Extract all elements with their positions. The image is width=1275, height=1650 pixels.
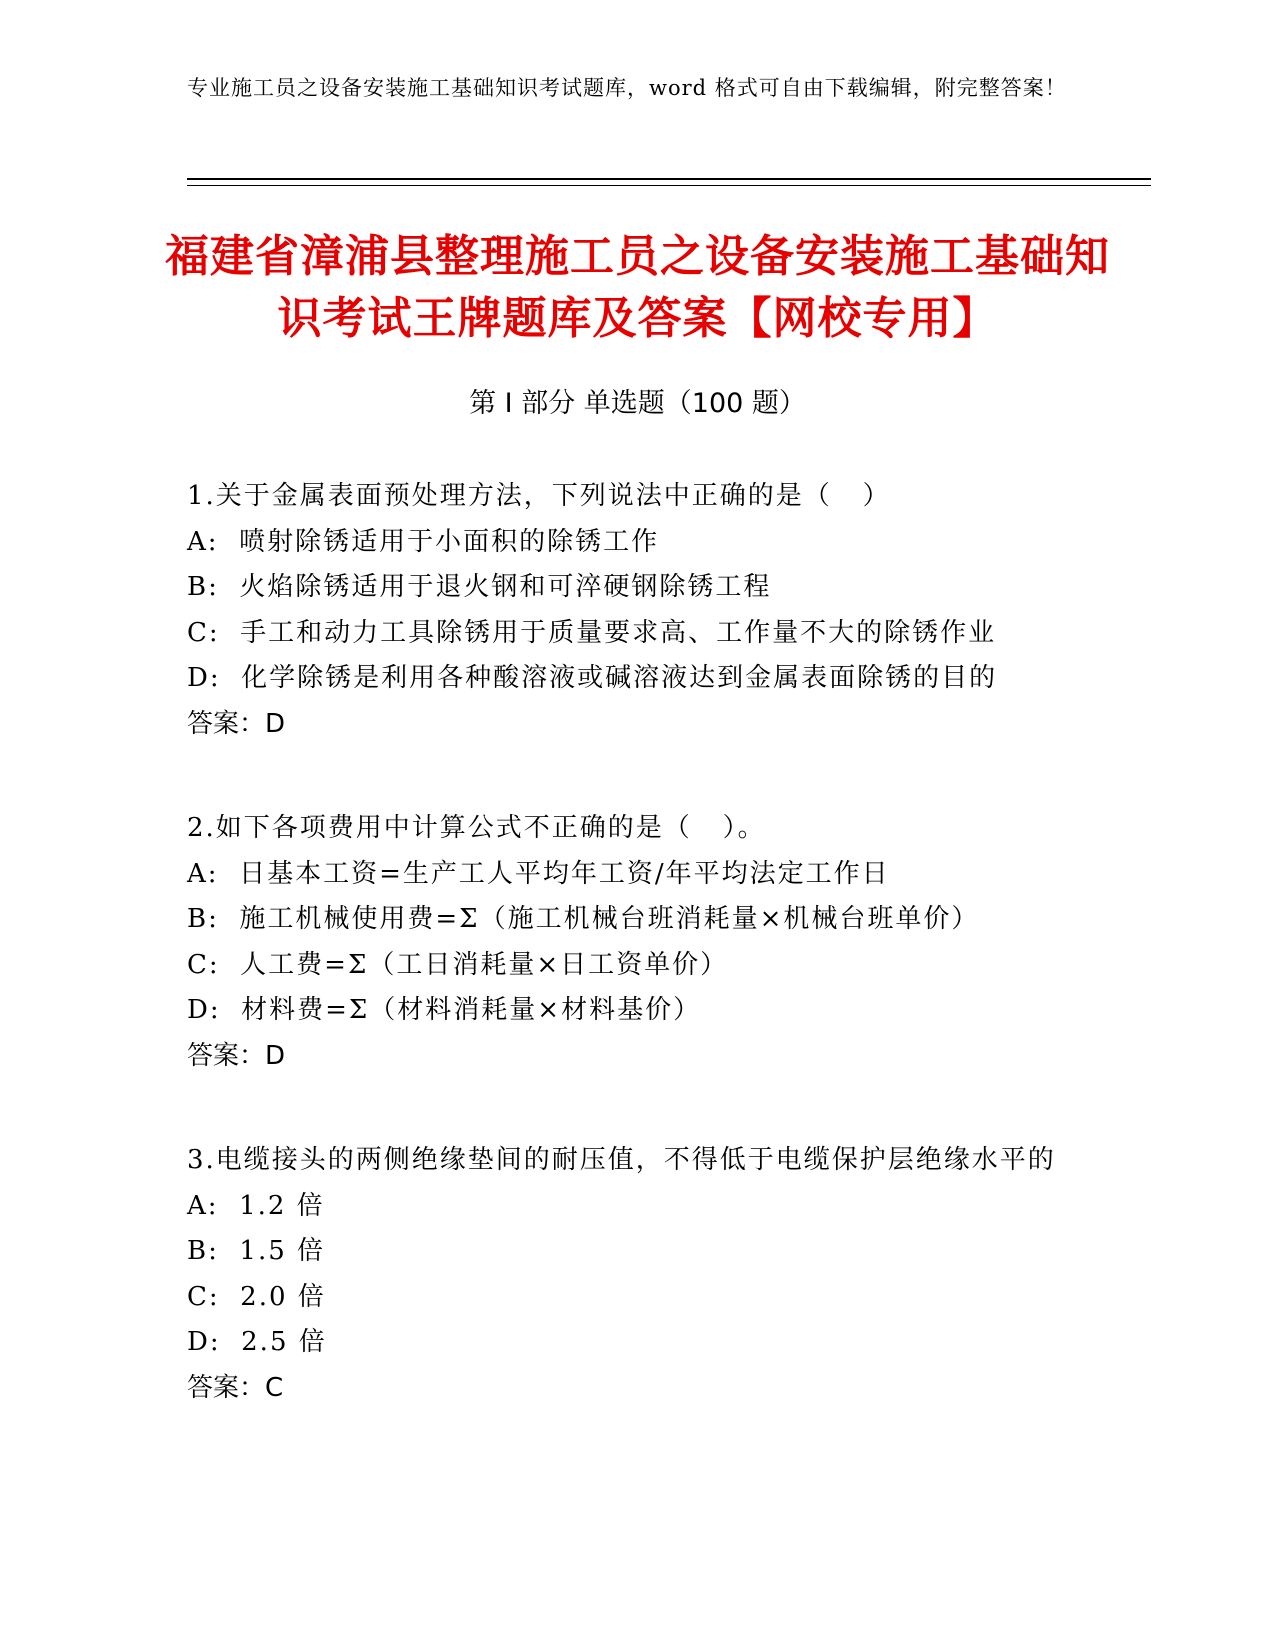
- question-1: [187, 474, 1087, 747]
- document-title: 福建省漳浦县整理施工员之设备安装施工基础知识考试王牌题库及答案【网校专用】: [165, 231, 1110, 344]
- option-a: A: 日基本工资=生产工人平均年工资/年平均法定工作日: [187, 858, 890, 889]
- question-list: [187, 474, 1087, 1470]
- option-c: C: 2.0 倍: [187, 1281, 326, 1312]
- option-a: A: 喷射除锈适用于小面积的除锈工作: [187, 526, 660, 557]
- question-stem: 1.关于金属表面预处理方法，下列说法中正确的是（ ）: [187, 481, 891, 511]
- header-note: 专业施工员之设备安装施工基础知识考试题库，word 格式可自由下载编辑，附完整答案！: [187, 76, 1067, 100]
- option-a: A: 1.2 倍: [187, 1190, 325, 1221]
- option-b: B: 1.5 倍: [187, 1236, 326, 1266]
- option-d: D: 材料费=Σ（材料消耗量×材料基价）: [187, 995, 702, 1025]
- option-d: D: 2.5 倍: [187, 1327, 327, 1357]
- question-stem: 2.如下各项费用中计算公式不正确的是（ ）。: [187, 813, 766, 843]
- section-heading: 第 I 部分 单选题（100 题）: [469, 388, 806, 419]
- answer-line: 答案：D: [187, 1040, 286, 1071]
- answer-line: 答案：D: [187, 708, 286, 739]
- option-b: B: 火焰除锈适用于退火钢和可淬硬钢除锈工程: [187, 572, 772, 602]
- question-2: [187, 806, 1087, 1079]
- question-3: [187, 1138, 1087, 1411]
- option-c: C: 人工费=Σ（工日消耗量×日工资单价）: [187, 949, 729, 980]
- option-d: D: 化学除锈是利用各种酸溶液或碱溶液达到金属表面除锈的目的: [187, 663, 998, 693]
- option-b: B: 施工机械使用费=Σ（施工机械台班消耗量×机械台班单价）: [187, 904, 980, 934]
- answer-line: 答案：C: [187, 1372, 284, 1403]
- header-rule-thick: [187, 178, 1151, 180]
- option-c: C: 手工和动力工具除锈用于质量要求高、工作量不大的除锈作业: [187, 617, 997, 648]
- question-stem: 3.电缆接头的两侧绝缘垫间的耐压值，不得低于电缆保护层绝缘水平的: [187, 1145, 1056, 1175]
- header-rule-thin: [187, 185, 1151, 186]
